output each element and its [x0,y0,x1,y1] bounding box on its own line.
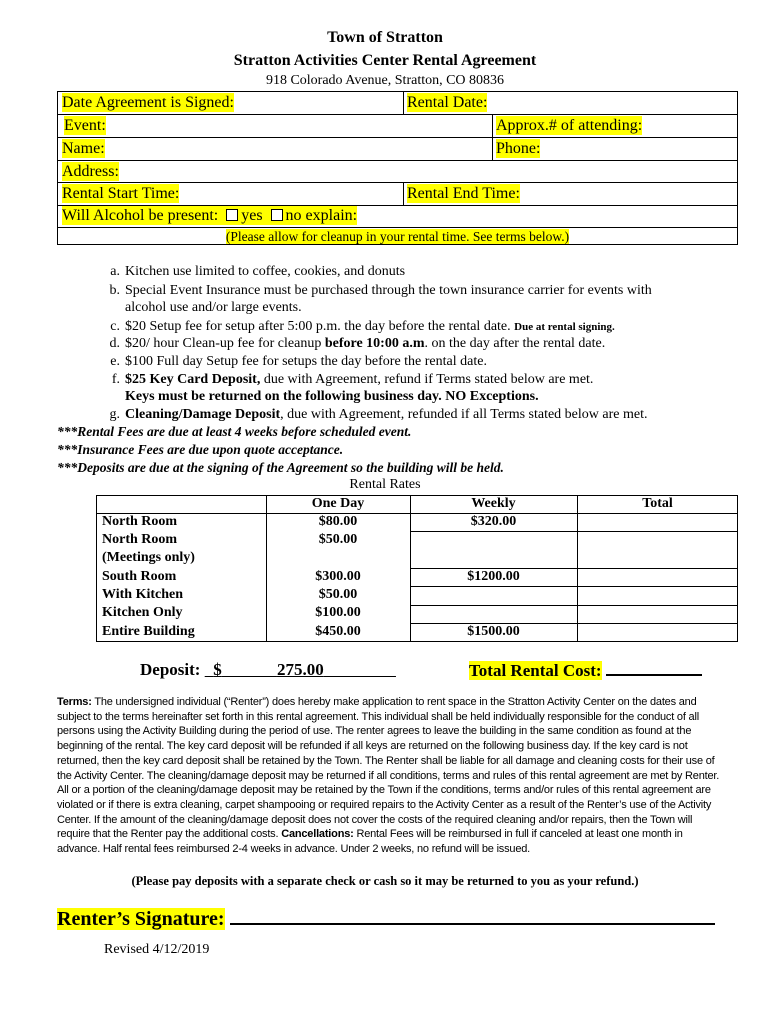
col-total: Total [642,496,673,511]
rental-date-field[interactable]: Rental Date: [407,94,488,111]
end-time-field[interactable]: Rental End Time: [407,185,520,202]
total-rental-cost-line[interactable] [469,660,702,681]
table-row: (Meetings only) [102,550,195,565]
explain-label[interactable]: explain: [305,207,358,224]
note-insurance: ***Insurance Fees are due upon quote acceptance. [57,442,344,457]
rental-info-form [57,91,738,245]
signature-line[interactable] [57,905,715,931]
center-address: 918 Colorado Avenue, Stratton, CO 80836 [265,73,505,88]
table-cell: $100.00 [315,605,361,620]
table-cell: $50.00 [318,587,358,602]
table-row: Kitchen Only [102,605,183,620]
table-cell: $1200.00 [467,569,520,584]
table-row: North Room [102,514,178,529]
alcohol-label: Will Alcohol be present: [62,207,219,224]
table-cell: $320.00 [470,514,517,529]
col-weekly: Weekly [471,496,516,511]
table-row: North Room [102,532,178,547]
revised-date: Revised 4/12/2019 [104,942,210,957]
deposit-line[interactable]: Deposit: $ 275.00 [140,660,324,679]
start-time-field[interactable]: Rental Start Time: [62,185,180,202]
pay-note: (Please pay deposits with a separate check or cash so it may be returned to you as your refund.) [131,874,639,888]
signature-label: Renter’s Signature: [57,908,225,930]
attending-field[interactable]: Approx.# of attending: [496,117,643,134]
table-row: South Room [102,569,177,584]
name-field[interactable]: Name: [62,140,105,157]
alcohol-yes-checkbox[interactable] [226,209,238,221]
town-title: Town of Stratton [327,29,443,46]
rental-rates-title: Rental Rates [349,477,421,492]
alcohol-no-checkbox[interactable] [271,209,283,221]
rental-rates-table [96,495,738,642]
col-one-day: One Day [311,496,365,511]
table-cell: $80.00 [318,514,358,529]
note-deposits: ***Deposits are due at the signing of the Agreement so the building will be held. [57,460,504,475]
no-label: no [285,207,302,224]
date-signed-field[interactable]: Date Agreement is Signed: [62,94,234,111]
table-cell: $300.00 [315,569,361,584]
note-rental-fees: ***Rental Fees are due at least 4 weeks before scheduled event. [57,424,412,439]
table-row: Entire Building [102,624,195,639]
table-cell: $450.00 [315,624,361,639]
yes-label: yes [241,207,263,224]
address-field[interactable]: Address: [62,163,119,180]
agreement-title: Stratton Activities Center Rental Agreement [233,52,537,69]
alcohol-field [62,206,357,225]
total-label: Total Rental Cost: [469,661,602,680]
table-cell: $1500.00 [467,624,520,639]
phone-field[interactable]: Phone: [496,140,541,157]
table-row: With Kitchen [102,587,184,602]
event-field[interactable]: Event: [64,117,106,134]
table-cell: $50.00 [318,532,358,547]
cleanup-note: (Please allow for cleanup in your rental time. See terms below.) [225,229,570,244]
terms-paragraph: Terms: The undersigned individual (“Renter”) does hereby make application to rent space in the Stratton Activity Center on the dates and subject to the terms hereinafter set forth in this rental agreement. This individual shall be held individually responsible for the conduct of all persons using the Activity Building during the period of use. The renter agrees to leave the building in the same condition as found at the beginning of the rental. The key card deposit will be refunded if all keys are returned on the following business day. If the key card is not returned, then the key card deposit shall be retained by the Town. The Renter shall be liable for all damage and cleaning costs for their use of the Activity Center. The cleaning/damage deposit may be returned if all conditions, terms and rules of this rental agreement are met by Renter. All or a portion of the cleaning/damage deposit may be retained by the Town if the conditions, terms and/or rules of this rental agreement are violated or if there is extra cleaning, carpet shampooing or required repairs to the Activity Center as a result of the Renter’s use of the Activity Center. If the amount of the cleaning/damage deposit does not cover the costs of the required cleaning and/or repairs, then the Town will require that the Renter pay the additional costs. Cancellations: Rental Fees will be reimbursed in full if canceled at least one month in advance. Half rental fees reimbursed 2-4 weeks in advance. Under 2 weeks, no refund will be issued. [57,696,720,856]
deposit-amount: 275.00 [276,660,324,679]
